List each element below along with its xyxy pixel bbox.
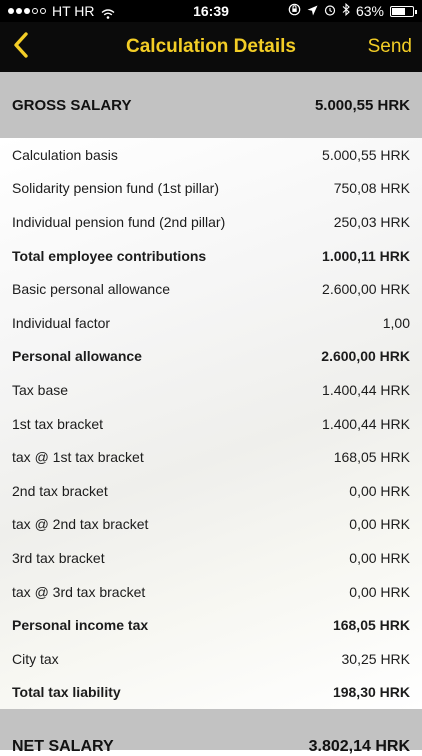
send-button[interactable]: Send: [367, 36, 412, 57]
calculation-details-list: [0, 138, 422, 709]
row-value: 30,25 HRK: [341, 650, 410, 667]
row-label: tax @ 3rd tax bracket: [12, 583, 146, 600]
row-value: 168,05 HRK: [333, 449, 410, 466]
table-row: [0, 440, 422, 474]
battery-icon: [390, 6, 414, 17]
signal-dot: [16, 8, 22, 14]
table-row: [0, 172, 422, 206]
battery-percentage: 63%: [355, 3, 384, 19]
row-label: Calculation basis: [12, 146, 118, 163]
row-label: Personal income tax: [12, 617, 149, 634]
bluetooth-icon: [342, 3, 350, 19]
table-row: [0, 575, 422, 609]
row-value: 2.600,00 HRK: [322, 281, 410, 298]
row-value: 250,03 HRK: [333, 213, 410, 230]
rotation-lock-icon: [288, 3, 301, 19]
table-row: [0, 272, 422, 306]
net-salary-value: 3.802,14 HRK: [308, 738, 410, 755]
row-label: Total employee contributions: [12, 247, 207, 264]
row-value: 750,08 HRK: [333, 180, 410, 197]
row-value: 1.400,44 HRK: [322, 381, 410, 398]
row-value: 5.000,55 HRK: [322, 146, 410, 163]
table-row: [0, 608, 422, 642]
signal-dot: [32, 8, 38, 14]
status-bar: [0, 0, 422, 22]
back-button[interactable]: [6, 30, 36, 64]
table-row: [0, 474, 422, 508]
row-label: Tax base: [12, 381, 69, 398]
row-label: tax @ 1st tax bracket: [12, 449, 144, 466]
navigation-bar: [0, 22, 422, 72]
table-row: [0, 676, 422, 710]
row-value: 0,00 HRK: [349, 482, 410, 499]
row-label: Individual pension fund (2nd pillar): [12, 213, 226, 230]
row-label: Individual factor: [12, 314, 111, 331]
signal-dot: [8, 8, 14, 14]
table-row: [0, 138, 422, 172]
table-row: [0, 407, 422, 441]
row-label: City tax: [12, 650, 59, 667]
status-right: [288, 3, 414, 19]
row-value: 168,05 HRK: [332, 617, 410, 634]
battery-fill: [392, 8, 405, 15]
table-row: [0, 340, 422, 374]
table-row: [0, 373, 422, 407]
gross-salary-row: [0, 72, 422, 138]
table-row: [0, 239, 422, 273]
row-value: 0,00 HRK: [349, 549, 410, 566]
alarm-icon: [324, 3, 336, 19]
gross-salary-value: 5.000,55 HRK: [314, 96, 410, 114]
row-label: Solidarity pension fund (1st pillar): [12, 180, 219, 197]
signal-dot: [24, 8, 30, 14]
page-title: Calculation Details: [126, 36, 296, 57]
table-row: [0, 541, 422, 575]
row-value: 1,00: [382, 314, 410, 331]
row-label: Total tax liability: [12, 684, 121, 701]
row-label: 2nd tax bracket: [12, 482, 108, 499]
status-time: 16:39: [193, 3, 229, 19]
row-value: 0,00 HRK: [349, 516, 410, 533]
row-label: Personal allowance: [12, 348, 142, 365]
carrier-name: HT HR: [52, 3, 95, 19]
row-value: 1.000,11 HRK: [322, 247, 410, 264]
chevron-left-icon: [12, 32, 30, 63]
wifi-icon: [101, 6, 115, 16]
row-label: Basic personal allowance: [12, 281, 170, 298]
net-salary-label: NET SALARY: [12, 738, 114, 755]
table-row: [0, 508, 422, 542]
net-salary-row: [0, 709, 422, 755]
signal-dot: [40, 8, 46, 14]
status-left: [8, 3, 115, 19]
table-row: [0, 205, 422, 239]
gross-salary-label: GROSS SALARY: [12, 96, 132, 114]
location-icon: [307, 3, 318, 19]
row-value: 2.600,00 HRK: [321, 348, 410, 365]
signal-strength-icon: [8, 8, 46, 14]
table-row: [0, 642, 422, 676]
row-value: 198,30 HRK: [332, 684, 410, 701]
row-value: 0,00 HRK: [349, 583, 410, 600]
row-value: 1.400,44 HRK: [322, 415, 410, 432]
row-label: tax @ 2nd tax bracket: [12, 516, 149, 533]
table-row: [0, 306, 422, 340]
row-label: 1st tax bracket: [12, 415, 104, 432]
row-label: 3rd tax bracket: [12, 549, 105, 566]
